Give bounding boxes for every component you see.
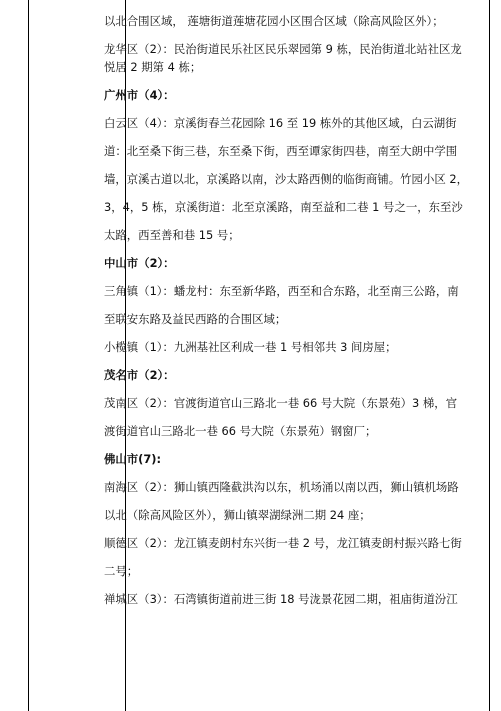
text-line: 南海区（2）：狮山镇西隆截洪沟以东，机场涌以南以西，狮山镇机场路	[104, 480, 459, 494]
city-heading: 佛山市(7):	[104, 452, 162, 466]
text-line: 顺德区（2）：龙江镇麦朗村东兴街一巷 2 号，龙江镇麦朗村振兴路七街	[104, 536, 462, 550]
city-heading: 中山市（2）：	[104, 256, 175, 270]
city-heading: 茂名市（2）：	[104, 368, 175, 382]
table-cell-content	[104, 12, 482, 608]
text-line: 至联安东路及益民西路的合围区域；	[104, 312, 287, 326]
text-line: 悦居 2 期第 4 栋；	[104, 60, 202, 74]
text-line: 禅城区（3）：石湾镇街道前进三街 18 号泷景花园二期，祖庙街道汾江	[104, 592, 458, 606]
text-line: 道：北至桑下街三巷，东至桑下街，西至谭家街四巷，南至大朗中学围	[104, 144, 458, 158]
text-line: 墙，京溪古道以北，京溪路以南，沙太路西侧的临街商铺。竹园小区 2，	[104, 172, 468, 186]
text-line: 3，4，5 栋，京溪街道：北至京溪路，南至益和二巷 1 号之一，东至沙	[104, 200, 463, 214]
text-line: 三角镇（1）：蟠龙村：东至新华路，西至和合东路，北至南三公路，南	[104, 284, 459, 298]
text-line: 白云区（4）：京溪街春兰花园除 16 至 19 栋外的其他区域，白云湖街	[104, 116, 457, 130]
city-heading: 广州市（4）：	[104, 88, 175, 102]
text-line: 以北合围区域， 莲塘街道莲塘花园小区围合区域（除高风险区外）；	[104, 14, 444, 28]
text-line: 龙华区（2）：民治街道民乐社区民乐翠园第 9 栋，民治街道北站社区龙	[104, 42, 462, 56]
text-line: 二号；	[104, 564, 139, 578]
text-line: 小榄镇（1）：九洲基社区利成一巷 1 号相邻共 3 间房屋；	[104, 340, 397, 354]
text-line: 太路，西至善和巷 15 号；	[104, 228, 240, 242]
text-line: 茂南区（2）：官渡街道官山三路北一巷 66 号大院（东景苑）3 梯，官	[104, 396, 458, 410]
text-line: 以北（除高风险区外），狮山镇翠湖绿洲二期 24 座；	[104, 508, 371, 522]
text-line: 渡街道官山三路北一巷 66 号大院（东景苑）钢窗厂；	[104, 424, 377, 438]
